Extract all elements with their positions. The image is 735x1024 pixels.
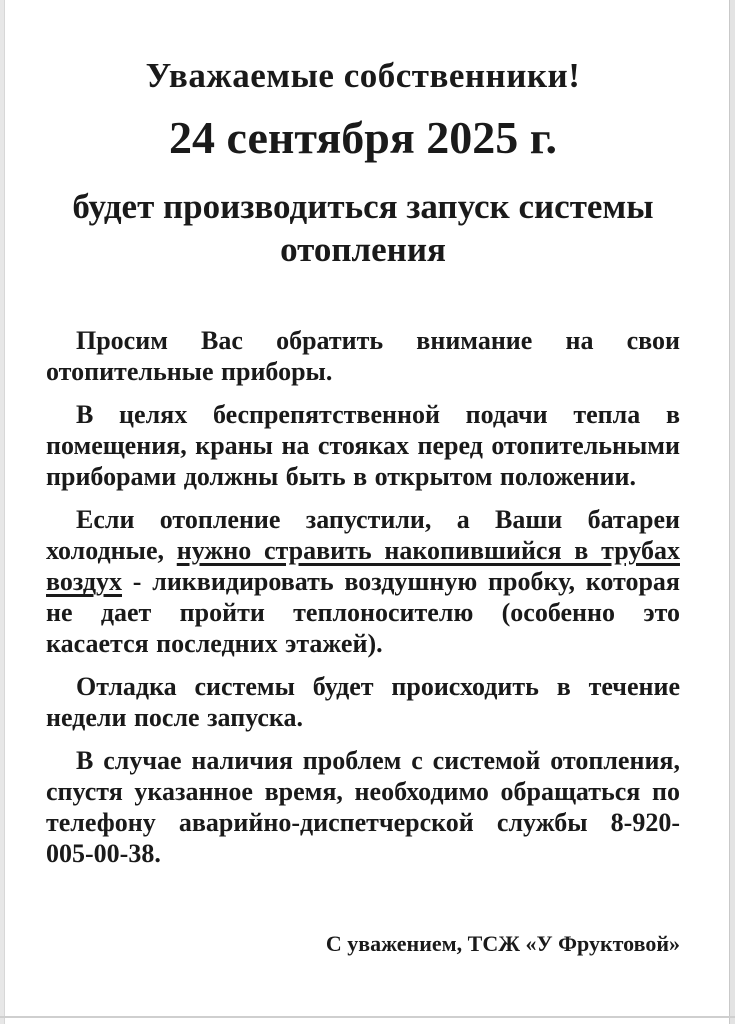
notice-date: 24 сентября 2025 г. [169, 111, 557, 163]
scan-edge-left [0, 0, 5, 1024]
notice-title: Уважаемые собственники! [145, 56, 581, 95]
scan-edge-bottom [0, 1016, 735, 1018]
text-segment: - ликвидировать воздушную пробку, которая не дает пройти теплоносителю (особенно это касается последних этажей). [46, 567, 680, 659]
paragraph [46, 504, 680, 659]
text-segment: Если отопление запустили, а Ваши батареи холодные, [46, 505, 680, 566]
text-segment: В случае наличия проблем с системой отопления, спустя указанное время, необходимо обращаться по телефону аварийно-диспетчерской службы 8-920-005-00-38. [46, 746, 680, 869]
paragraph [46, 325, 680, 387]
paragraph [46, 671, 680, 733]
notice-subtitle: будет производиться запуск системы отопления [72, 186, 654, 270]
underlined-phrase: нужно стравить накопившийся в трубах воздух [46, 536, 680, 597]
signature: С уважением, ТСЖ «У Фруктовой» [325, 931, 680, 957]
paragraph [46, 399, 680, 492]
paragraph [46, 745, 680, 869]
notice-content [46, 0, 680, 958]
notice-body [46, 325, 680, 869]
text-segment: Просим Вас обратить внимание на свои отопительные приборы. [46, 326, 680, 387]
scan-edge-right [729, 0, 735, 1024]
text-segment: Отладка системы будет происходить в течение недели после запуска. [46, 672, 680, 733]
text-segment: В целях беспрепятственной подачи тепла в помещения, краны на стояках перед отопительными приборами должны быть в открытом положении. [46, 400, 680, 492]
